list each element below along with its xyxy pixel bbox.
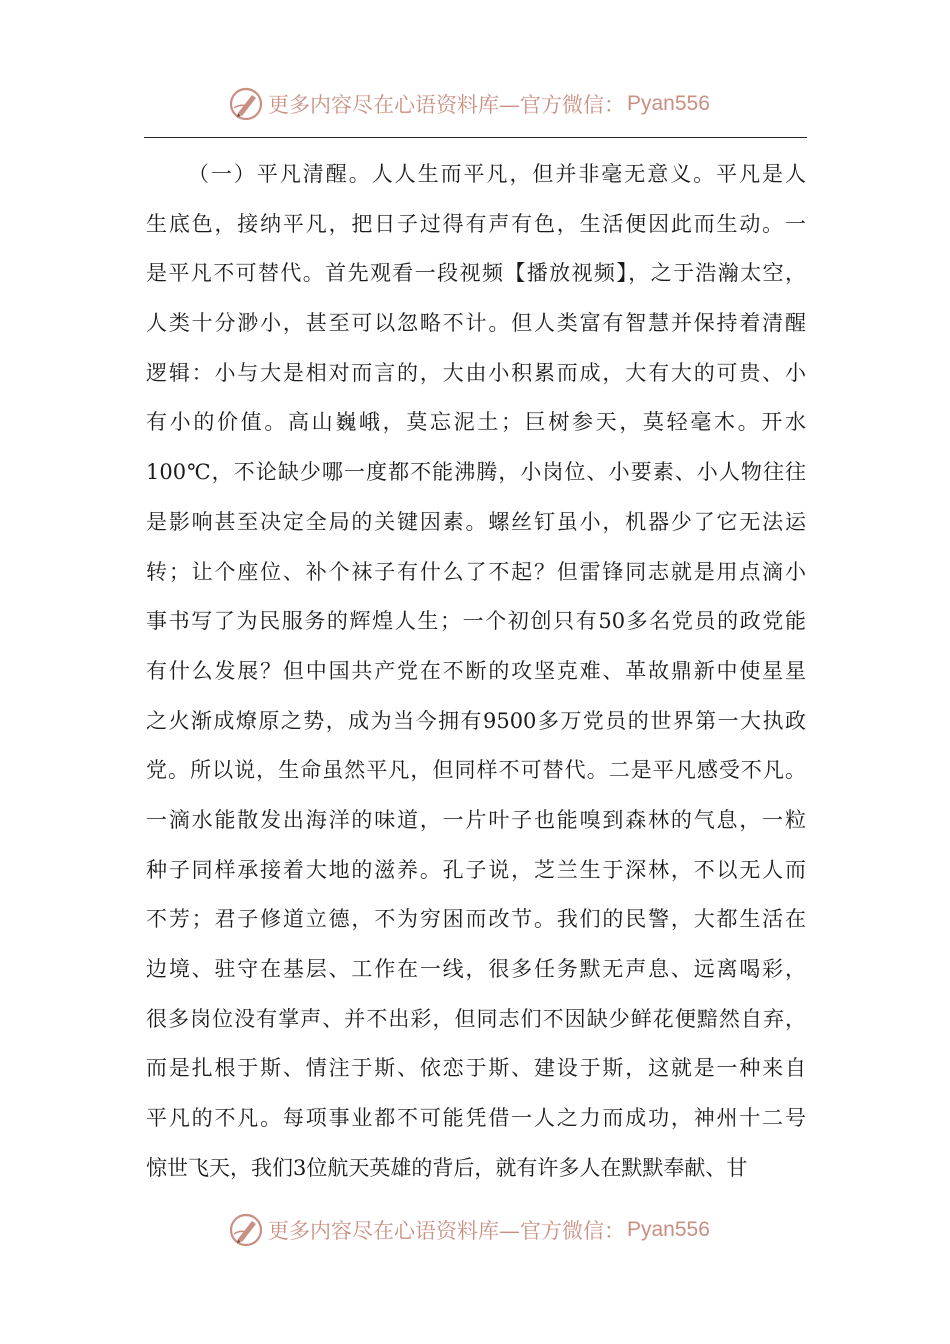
text-line: 平凡的不凡。每项事业都不可能凭借一人之力而成功，神州十二号 [146,1106,806,1131]
text-line: 种子同样承接着大地的滋养。孔子说，芝兰生于深林，不以无人而 [146,857,806,882]
header-watermark [228,84,710,124]
text-line: 是影响甚至决定全局的关键因素。螺丝钉虽小，机器少了它无法运 [146,509,806,534]
pen-logo-icon [228,1212,264,1248]
text-line: 有什么发展？但中国共产党在不断的攻坚克难、革故鼎新中使星星 [146,658,806,683]
watermark-text: 更多内容尽在心语资料库—官方微信： [268,1219,625,1243]
footer-watermark [228,1210,710,1250]
pen-logo-icon [228,86,264,122]
text-line: 边境、驻守在基层、工作在一线，很多任务默无声息、远离喝彩， [146,957,806,981]
header-divider [144,137,807,138]
text-line: 生底色，接纳平凡，把日子过得有声有色，生活便因此而生动。一 [146,211,806,236]
text-line: 而是扎根于斯、情注于斯、依恋于斯、建设于斯，这就是一种来自 [146,1056,806,1081]
watermark-wechat-id: Pyan556 [627,1218,710,1241]
text-line: 逻辑：小与大是相对而言的，大由小积累而成，大有大的可贵、小 [146,360,806,385]
text-line: 事书写了为民服务的辉煌人生；一个初创只有50多名党员的政党能 [146,609,806,634]
text-line: 惊世飞天，我们3位航天英雄的背后，就有许多人在默默奉献、甘 [146,1155,748,1180]
text-line: 不芳；君子修道立德，不为穷困而改节。我们的民警，大都生活在 [146,907,806,932]
watermark-wechat-id: Pyan556 [627,92,710,115]
text-line: 人类十分渺小，甚至可以忽略不计。但人类富有智慧并保持着清醒 [146,311,806,336]
text-line: 转；让个座位、补个袜子有什么了不起？但雷锋同志就是用点滴小 [146,559,806,584]
text-line: 有小的价值。高山巍峨，莫忘泥土；巨树参天，莫轻毫木。开水 [146,410,806,435]
watermark-text: 更多内容尽在心语资料库—官方微信： [268,93,625,117]
text-line: 党。所以说，生命虽然平凡，但同样不可替代。二是平凡感受不凡。 [146,758,806,783]
text-line: 之火渐成燎原之势，成为当今拥有9500多万党员的世界第一大执政 [146,708,806,733]
document-body [146,150,806,1193]
text-line: 很多岗位没有掌声、并不出彩，但同志们不因缺少鲜花便黯然自弃， [146,1006,806,1031]
text-line: 是平凡不可替代。首先观看一段视频【播放视频】，之于浩瀚太空， [146,261,806,286]
text-line: 100℃，不论缺少哪一度都不能沸腾，小岗位、小要素、小人物往往 [146,460,806,485]
text-line: （一）平凡清醒。人人生而平凡，但并非毫无意义。平凡是人 [188,162,806,186]
text-line: 一滴水能散发出海洋的味道，一片叶子也能嗅到森林的气息，一粒 [146,807,806,832]
